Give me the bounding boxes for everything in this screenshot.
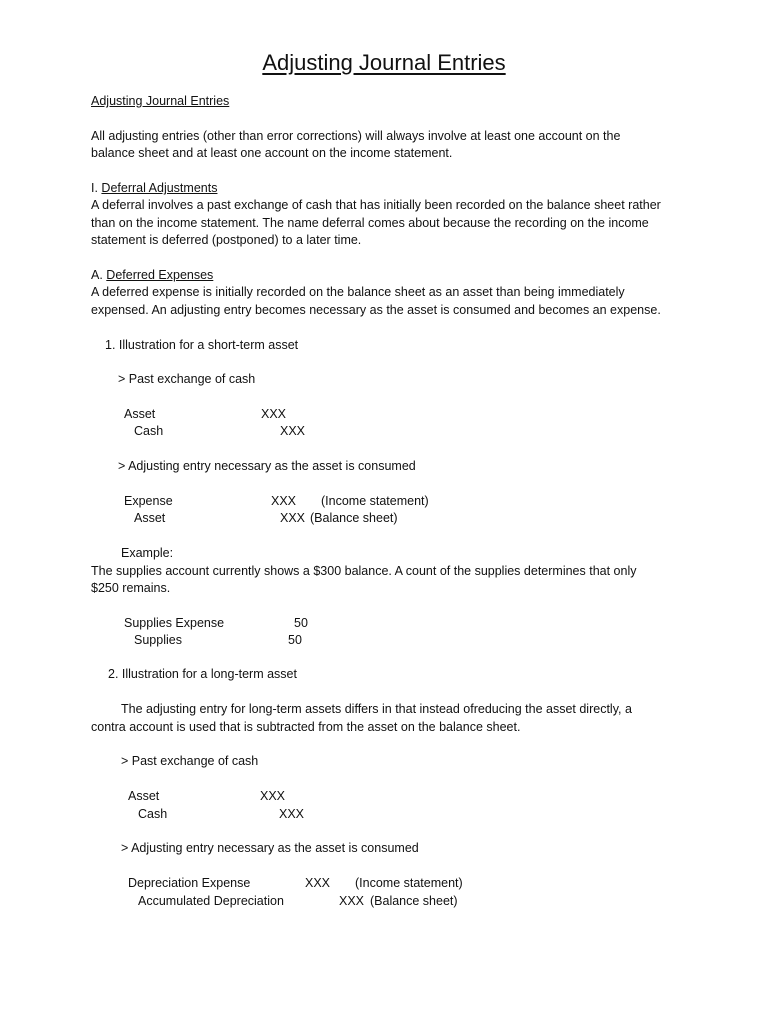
short-term-adjusting: > Adjusting entry necessary as the asset is consumed [118, 459, 416, 473]
intro-line-1: All adjusting entries (other than error corrections) will always involve at least one account on the [91, 129, 621, 143]
deferral-heading [91, 180, 217, 197]
deferred-expenses-line-2: expensed. An adjusting entry becomes necessary as the asset is consumed and becomes an expense. [91, 303, 661, 317]
deferral-prefix: I. [91, 181, 102, 195]
example-label: Example: [121, 546, 174, 560]
entry-credit-amount: XXX [279, 807, 305, 821]
entry-credit-account: Accumulated Depreciation [138, 894, 284, 908]
entry-debit-account: Supplies Expense [124, 616, 225, 630]
entry-debit-amount: XXX [271, 494, 297, 508]
long-term-line-2: contra account is used that is subtracted from the asset on the balance sheet. [91, 720, 521, 734]
entry-debit-account: Depreciation Expense [128, 876, 251, 890]
deferral-line-3: statement is deferred (postponed) to a later time. [91, 233, 362, 247]
entry-credit-account: Cash [138, 807, 168, 821]
section-heading: Adjusting Journal Entries [91, 94, 230, 108]
example-line-1: The supplies account currently shows a $300 balance. A count of the supplies determines that only [91, 564, 637, 578]
entry-debit-note: (Income statement) [355, 876, 463, 890]
example-line-2: $250 remains. [91, 581, 171, 595]
entry-credit-amount: 50 [288, 633, 302, 647]
intro-line-2: balance sheet and at least one account on the income statement. [91, 146, 453, 160]
long-term-heading: 2. Illustration for a long-term asset [108, 667, 297, 681]
deferred-expenses-heading [91, 267, 213, 284]
entry-credit-account: Supplies [134, 633, 182, 647]
entry-debit-amount: XXX [305, 876, 331, 890]
entry-credit-amount: XXX [339, 894, 365, 908]
short-term-heading: 1. Illustration for a short-term asset [105, 338, 299, 352]
entry-debit-amount: 50 [294, 616, 308, 630]
entry-debit-amount: XXX [261, 407, 287, 421]
short-term-past-exchange: > Past exchange of cash [118, 372, 256, 386]
entry-debit-account: Asset [124, 407, 156, 421]
deferred-expenses-heading-text: Deferred Expenses [106, 268, 214, 282]
entry-debit-amount: XXX [260, 789, 286, 803]
entry-debit-account: Expense [124, 494, 173, 508]
deferral-heading-text: Deferral Adjustments [101, 181, 218, 195]
entry-credit-note: (Balance sheet) [370, 894, 458, 908]
entry-credit-amount: XXX [280, 424, 306, 438]
long-term-line-1: The adjusting entry for long-term assets differs in that instead ofreducing the asset directly, a [121, 702, 632, 716]
entry-credit-account: Asset [134, 511, 166, 525]
entry-credit-note: (Balance sheet) [310, 511, 398, 525]
entry-debit-account: Asset [128, 789, 160, 803]
long-term-adjusting: > Adjusting entry necessary as the asset is consumed [121, 841, 419, 855]
entry-credit-amount: XXX [280, 511, 306, 525]
entry-credit-account: Cash [134, 424, 164, 438]
deferred-expenses-prefix: A. [91, 268, 107, 282]
deferral-line-1: A deferral involves a past exchange of cash that has initially been recorded on the balance sheet rather [91, 198, 661, 212]
entry-debit-note: (Income statement) [321, 494, 429, 508]
page-title: Adjusting Journal Entries [262, 50, 506, 75]
long-term-past-exchange: > Past exchange of cash [121, 754, 259, 768]
deferred-expenses-line-1: A deferred expense is initially recorded on the balance sheet as an asset than being immediately [91, 285, 625, 299]
deferral-line-2: than on the income statement. The name deferral comes about because the recording on the income [91, 216, 649, 230]
